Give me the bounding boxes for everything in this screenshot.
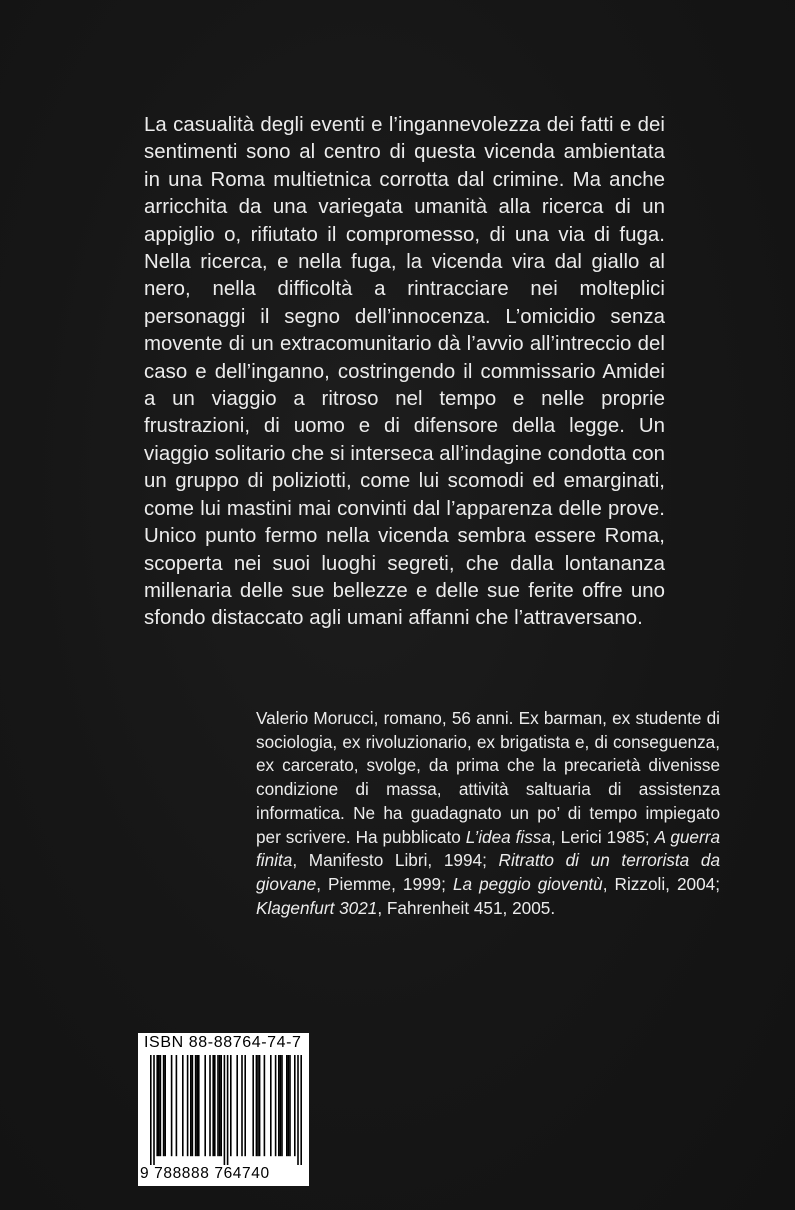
- barcode-graphic: [150, 1055, 302, 1165]
- barcode-bar: [286, 1055, 288, 1156]
- barcode-bar: [241, 1055, 243, 1156]
- synopsis-paragraph: [144, 112, 665, 633]
- book-title: Ritratto di un terrorista da giovane: [256, 850, 721, 894]
- barcode-bar: [176, 1055, 178, 1156]
- barcode-bar: [300, 1055, 302, 1165]
- barcode-bar: [236, 1055, 238, 1156]
- barcode-bar: [204, 1055, 206, 1156]
- barcode-bar: [153, 1055, 155, 1165]
- barcode-bar: [219, 1055, 221, 1156]
- ean-number: 9 788888 764740: [140, 1165, 270, 1182]
- barcode-bar: [214, 1055, 216, 1156]
- barcode-bar: [171, 1055, 173, 1156]
- barcode-bar: [256, 1055, 258, 1156]
- barcode-bar: [259, 1055, 261, 1156]
- barcode-bar: [212, 1055, 214, 1156]
- barcode-bar: [150, 1055, 152, 1165]
- barcode-bar: [281, 1055, 283, 1156]
- book-publisher: , Rizzoli, 2004;: [602, 873, 720, 894]
- barcode-bar: [190, 1055, 192, 1156]
- barcode-bar: [192, 1055, 194, 1156]
- book-publisher: , Fahrenheit 451, 2005.: [377, 897, 556, 918]
- book-title: A guerra finita: [256, 826, 721, 871]
- book-publisher: , Manifesto Libri, 1994;: [292, 850, 499, 871]
- barcode-bar: [198, 1055, 200, 1156]
- barcode-bar: [156, 1055, 158, 1156]
- isbn-barcode-block: [138, 1033, 309, 1186]
- barcode-bar: [224, 1055, 226, 1165]
- author-bio-text: [256, 707, 720, 920]
- barcode-bar: [158, 1055, 160, 1156]
- barcode-bar: [270, 1055, 272, 1156]
- barcode-bar: [220, 1055, 222, 1156]
- book-publisher: , Lerici 1985;: [550, 826, 655, 847]
- barcode-bar: [294, 1055, 296, 1156]
- book-title: La peggio gioventù: [452, 873, 603, 894]
- barcode-bar: [288, 1055, 290, 1156]
- barcode-bar: [244, 1055, 246, 1156]
- book-title: L’idea fissa: [465, 826, 551, 847]
- barcode-bar: [195, 1055, 197, 1156]
- barcode-bar: [264, 1055, 266, 1156]
- synopsis-text: La casualità degli eventi e l’ingannevolezza dei fatti e dei sentimenti sono al centro di questa vicenda ambientata in una Roma multietnica corrotta dal crimine. Ma anche arricchita da una variegata umanità alla ricerca di un appiglio o, rifiutato il compromesso, di una via di fuga. Nella ricerca, e nella fuga, la vicenda vira dal giallo al nero, nella difficoltà a rintracciare nei molteplici personaggi il segno dell’innocenza. L’omicidio senza movente di un extracomunitario dà l’avvio all’intreccio del caso e dell’inganno, costringendo il commissario Amidei a un viaggio a ritroso nel tempo e nelle proprie frustrazioni, di uomo e di difensore della legge. Un viaggio solitario che si interseca all’indagine condotta con un gruppo di poliziotti, come lui scomodi ed emarginati, come lui mastini mai convinti dal l’apparenza delle prove. Unico punto fermo nella vicenda sembra essere Roma, scoperta nei suoi luoghi segreti, che dalla lontananza millenaria delle sue bellezze e delle sue ferite offre uno sfondo distaccato agli umani affanni che l’attraversano.: [144, 114, 666, 630]
- barcode-bar: [164, 1055, 166, 1156]
- barcode-bar: [163, 1055, 165, 1156]
- barcode-bar: [227, 1055, 229, 1165]
- barcode-bar: [182, 1055, 184, 1156]
- barcode-bar: [209, 1055, 211, 1156]
- barcode-bar: [196, 1055, 198, 1156]
- bio-intro: Valerio Morucci, romano, 56 anni. Ex barman, ex studente di sociologia, ex rivoluzionario, ex brigatista e, di conseguenza, ex carcerato, svolge, da prima che la precarietà divenisse condizione di massa, attività saltuaria di assistenza informatica. Ne ha guadagnato un po’ di tempo impiegato per scrivere. Ha pubblicato: [256, 708, 720, 847]
- barcode-bar: [278, 1055, 280, 1156]
- author-bio: [256, 707, 720, 920]
- barcode-bar: [289, 1055, 291, 1156]
- barcode-bar: [257, 1055, 259, 1156]
- book-title: Klagenfurt 3021: [256, 897, 378, 918]
- book-publisher: , Piemme, 1999;: [316, 873, 453, 894]
- isbn-number: ISBN 88-88764-74-7: [144, 1034, 302, 1051]
- barcode-bar: [217, 1055, 219, 1156]
- barcode-bar: [187, 1055, 189, 1156]
- barcode-bar: [230, 1055, 232, 1156]
- barcode-bar: [297, 1055, 299, 1165]
- barcode-bar: [275, 1055, 277, 1156]
- barcode-bar: [280, 1055, 282, 1156]
- barcode-bar: [252, 1055, 254, 1156]
- barcode-bar: [160, 1055, 162, 1156]
